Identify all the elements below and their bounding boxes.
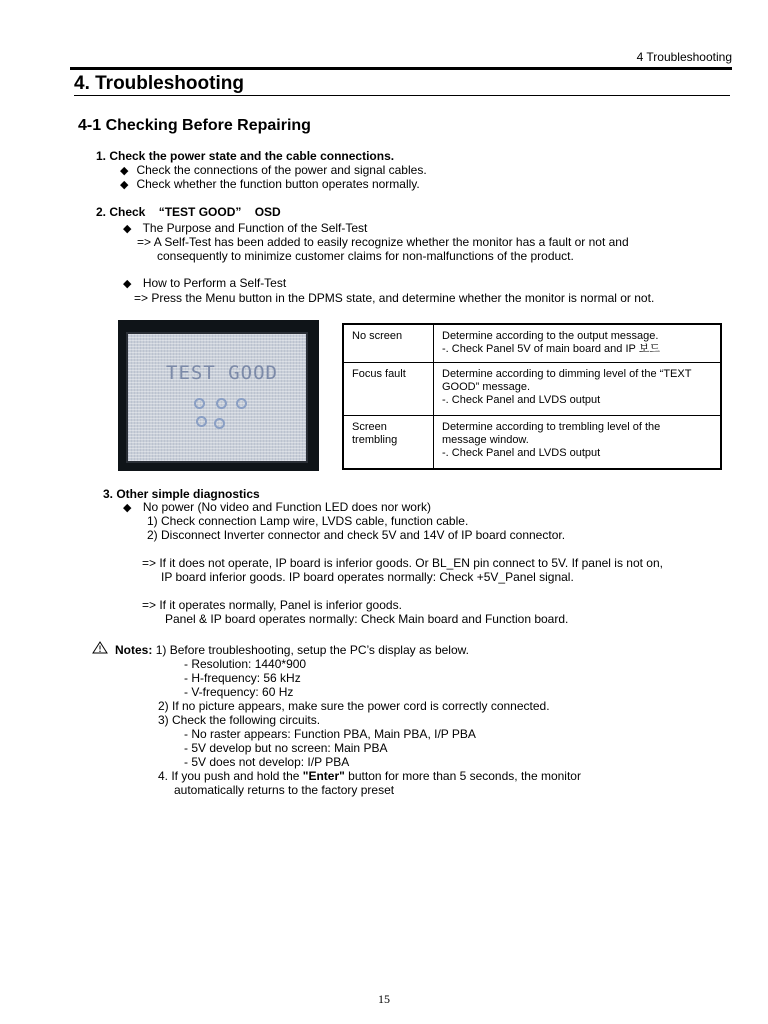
action-line: Determine according to dimming level of the “TEXT — [442, 368, 692, 380]
osd-dot-icon — [214, 418, 225, 429]
item2-heading — [96, 205, 281, 219]
notes-n4 — [158, 769, 581, 783]
purpose-line-1: => A Self-Test has been added to easily recognize whether the monitor has a fault or not and — [137, 235, 629, 249]
test-good-osd-photo — [118, 320, 319, 471]
action-line: Determine according to the output message. — [442, 330, 659, 342]
action-line: Determine according to trembling level of the — [442, 421, 661, 433]
action-cell — [434, 363, 722, 416]
action-line: GOOD” message. — [442, 381, 531, 393]
item2-heading-quote: “TEST GOOD” — [158, 205, 242, 219]
running-header: 4 Troubleshooting — [636, 50, 732, 64]
bullet-text: Check the connections of the power and signal cables. — [136, 163, 427, 177]
item3-bullet — [123, 500, 431, 515]
notes-n3-a: - No raster appears: Function PBA, Main PBA, I/P PBA — [184, 727, 476, 741]
item3-step-2: 2) Disconnect Inverter connector and check 5V and 14V of IP board connector. — [147, 528, 566, 542]
osd-dot-icon — [236, 398, 247, 409]
diamond-bullet-icon: ◆ — [123, 502, 132, 514]
page-number: 15 — [378, 992, 390, 1006]
table-row — [343, 324, 721, 363]
item1-bullet-1 — [120, 163, 427, 178]
purpose-title — [123, 221, 367, 236]
notes-n4-suffix: button for more than 5 seconds, the monitor — [344, 769, 581, 783]
symptom-table — [342, 323, 722, 470]
purpose-line-2: consequently to minimize customer claims for non-malfunctions of the product. — [157, 249, 574, 263]
symptom-line: trembling — [352, 434, 398, 446]
diamond-bullet-icon: ◆ — [123, 223, 132, 235]
symptom-cell: Focus fault — [343, 363, 434, 416]
item3-heading: 3. Other simple diagnostics — [103, 487, 260, 501]
item2-heading-prefix: 2. Check — [96, 205, 146, 219]
chapter-title: 4. Troubleshooting — [74, 73, 244, 94]
item2-heading-suffix: OSD — [254, 205, 281, 219]
osd-dot-icon — [196, 416, 207, 427]
action-line: -. Check Panel and LVDS output — [442, 447, 601, 459]
notes-n3-b: - 5V develop but no screen: Main PBA — [184, 741, 388, 755]
diamond-bullet-icon: ◆ — [120, 179, 129, 191]
notes-h-frequency: - H-frequency: 56 kHz — [184, 671, 301, 685]
item1-bullet-2 — [120, 177, 420, 192]
notes-n2: 2) If no picture appears, make sure the power cord is correctly connected. — [158, 699, 550, 713]
symptom-line: Screen — [352, 421, 387, 433]
purpose-title-text: The Purpose and Function of the Self-Test — [142, 221, 368, 235]
symptom-cell: No screen — [343, 324, 434, 363]
notes-line-1 — [115, 643, 469, 657]
osd-dot-icon — [216, 398, 227, 409]
howto-line: => Press the Menu button in the DPMS state, and determine whether the monitor is normal or not. — [134, 291, 655, 305]
notes-resolution: - Resolution: 1440*900 — [184, 657, 307, 671]
chapter-underline — [74, 95, 730, 96]
notes-n3-c: - 5V does not develop: I/P PBA — [184, 755, 350, 769]
item1-heading: 1. Check the power state and the cable connections. — [96, 149, 395, 163]
notes-n4-prefix: 4. If you push and hold the — [158, 769, 303, 783]
item3-result-1-line-2: IP board inferior goods. IP board operates normally: Check +5V_Panel signal. — [161, 570, 574, 584]
notes-v-frequency: - V-frequency: 60 Hz — [184, 685, 294, 699]
item3-result-1-line-1: => If it does not operate, IP board is inferior goods. Or BL_EN pin connect to 5V. If panel is not on, — [142, 556, 663, 570]
action-cell — [434, 416, 722, 470]
action-cell — [434, 324, 722, 363]
header-rule — [70, 67, 732, 70]
item3-step-1: 1) Check connection Lamp wire, LVDS cable, function cable. — [147, 514, 469, 528]
diamond-bullet-icon: ◆ — [123, 278, 132, 290]
notes-n4-enter: "Enter" — [302, 769, 345, 783]
warning-icon — [92, 641, 108, 654]
section-title: 4-1 Checking Before Repairing — [78, 117, 311, 134]
howto-title-text: How to Perform a Self-Test — [142, 276, 287, 290]
notes-n3: 3) Check the following circuits. — [158, 713, 321, 727]
item3-result-2-line-2: Panel & IP board operates normally: Check Main board and Function board. — [165, 612, 569, 626]
diamond-bullet-icon: ◆ — [120, 165, 129, 177]
action-line: -. Check Panel and LVDS output — [442, 394, 601, 406]
table-row — [343, 363, 721, 416]
item3-bullet-text: No power (No video and Function LED does nor work) — [142, 500, 431, 514]
monitor-screen — [126, 332, 308, 463]
action-line: -. Check Panel 5V of main board and IP 보드 — [442, 343, 660, 355]
notes-label: Notes: — [115, 643, 153, 657]
osd-text: TEST GOOD — [166, 362, 278, 384]
howto-title — [123, 276, 286, 291]
osd-dot-icon — [194, 398, 205, 409]
action-line: message window. — [442, 434, 529, 446]
notes-n1: 1) Before troubleshooting, setup the PC’s display as below. — [155, 643, 469, 657]
symptom-cell — [343, 416, 434, 470]
bullet-text: Check whether the function button operates normally. — [136, 177, 420, 191]
notes-n4-line-2: automatically returns to the factory preset — [174, 783, 395, 797]
item3-result-2-line-1: => If it operates normally, Panel is inferior goods. — [142, 598, 402, 612]
table-row — [343, 416, 721, 470]
